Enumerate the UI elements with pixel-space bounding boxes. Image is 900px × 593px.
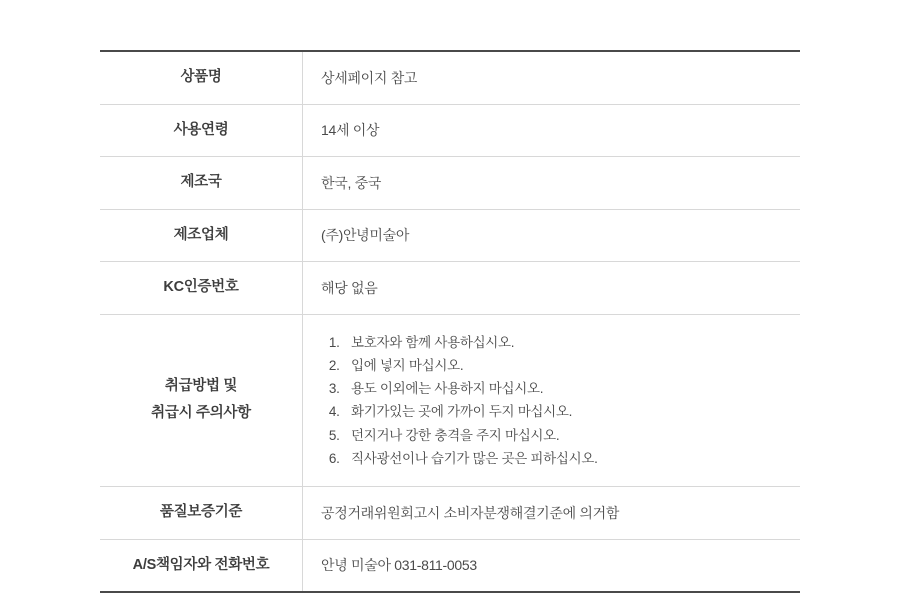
table-row [100, 314, 800, 486]
row-label-as-contact: A/S책임자와 전화번호 [100, 539, 303, 592]
row-label-manufacturer: 제조업체 [100, 209, 303, 262]
table-row [100, 157, 800, 210]
row-value-as-contact: 안녕 미술아 031-811-0053 [321, 557, 477, 574]
list-item: 2. 입에 넣지 마십시오. [343, 354, 800, 377]
product-spec-table [100, 50, 800, 593]
row-value-country: 한국, 중국 [321, 174, 382, 191]
table-row [100, 104, 800, 157]
table-row [100, 209, 800, 262]
table-row [100, 51, 800, 104]
row-value-quality-warranty: 공정거래위원회고시 소비자분쟁해결기준에 의거함 [321, 504, 620, 521]
table-body [100, 51, 800, 592]
table-row [100, 539, 800, 592]
row-value-age: 14세 이상 [321, 122, 380, 139]
row-value-handling-precautions [303, 314, 801, 486]
list-item: 1. 보호자와 함께 사용하십시오. [343, 331, 800, 354]
row-label-age: 사용연령 [100, 104, 303, 157]
row-value-kc-number: 해당 없음 [321, 279, 378, 296]
row-value-product-name: 상세페이지 참고 [321, 69, 418, 86]
list-item: 6. 직사광선이나 습기가 많은 곳은 피하십시오. [343, 447, 800, 470]
row-label-country: 제조국 [100, 157, 303, 210]
row-label-kc-number: KC인증번호 [100, 262, 303, 315]
precaution-list [321, 331, 800, 470]
table-row [100, 487, 800, 540]
label-line-1: 취급방법 및 [164, 377, 238, 394]
row-label-handling-precautions [100, 314, 303, 486]
row-value-manufacturer: (주)안녕미술아 [321, 227, 410, 244]
list-item: 3. 용도 이외에는 사용하지 마십시오. [343, 377, 800, 400]
row-label-quality-warranty: 품질보증기준 [100, 487, 303, 540]
row-label-product-name: 상품명 [100, 51, 303, 104]
list-item: 5. 던지거나 강한 충격을 주지 마십시오. [343, 424, 800, 447]
label-line-2: 취급시 주의사항 [151, 405, 251, 422]
table-row [100, 262, 800, 315]
list-item: 4. 화기가있는 곳에 가까이 두지 마십시오. [343, 400, 800, 423]
